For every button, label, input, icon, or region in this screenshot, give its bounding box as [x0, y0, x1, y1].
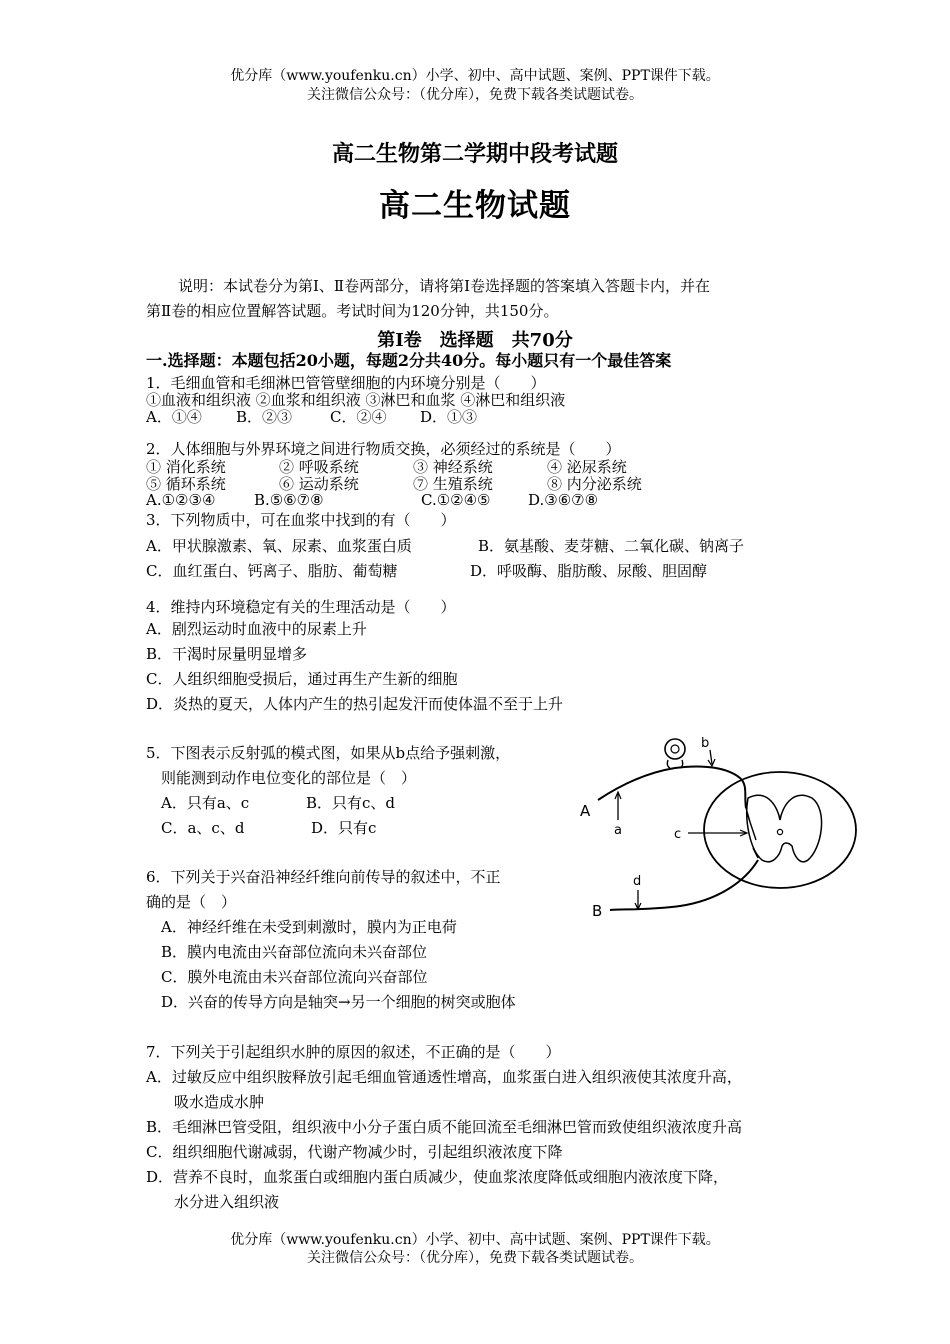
header-line-1: 优分库（www.youfenku.cn）小学、初中、高中试题、案例、PPT课件下载。 [230, 68, 720, 84]
q2-item-4: ④ 泌尿系统 [547, 458, 627, 476]
label-d: d [633, 874, 642, 889]
label-a: a [614, 823, 622, 838]
footer-line-2: 关注微信公众号：（优分库），免费下载各类试题试卷。 [307, 1250, 643, 1266]
q7-option-c: C．组织细胞代谢减弱，代谢产物减少时，引起组织液浓度下降 [146, 1143, 563, 1161]
q2-item-3: ③ 神经系统 [413, 458, 493, 476]
q5-stem-line-2: 则能测到动作电位变化的部位是（ ） [161, 769, 417, 787]
q2-option-b: B.⑤⑥⑦⑧ [254, 491, 324, 509]
q6-option-c: C．膜外电流由未兴奋部位流向兴奋部位 [161, 968, 428, 986]
q3-option-d: D．呼吸酶、脂肪酸、尿酸、胆固醇 [470, 562, 708, 580]
label-b: b [701, 736, 710, 751]
header-line-2: 关注微信公众号：（优分库），免费下载各类试题试卷。 [307, 87, 643, 103]
q1-option-c: C．②④ [330, 408, 387, 426]
q7-stem: 7．下列关于引起组织水肿的原因的叙述，不正确的是（ ） [146, 1043, 561, 1061]
part-title: 一.选择题：本题包括20小题，每题2分共40分。每小题只有一个最佳答案 [146, 351, 672, 370]
q4-option-a: A．剧烈运动时血液中的尿素上升 [146, 620, 367, 638]
q4-option-d: D．炎热的夏天，人体内产生的热引起发汗而使体温不至于上升 [146, 695, 564, 713]
q5-stem-line-1: 5．下图表示反射弧的模式图，如果从b点给予强刺激， [146, 744, 511, 762]
q2-option-a: A.①②③④ [146, 491, 216, 509]
q7-option-b: B．毛细淋巴管受阻，组织液中小分子蛋白质不能回流至毛细淋巴管而致使组织液浓度升高 [146, 1118, 743, 1136]
label-c: c [674, 827, 682, 842]
label-B: B [592, 902, 603, 920]
page-title: 高二生物第二学期中段考试题 [331, 141, 618, 167]
q6-option-b: B．膜内电流由兴奋部位流向未兴奋部位 [161, 943, 428, 961]
q2-option-c: C.①②④⑤ [421, 491, 491, 509]
q2-item-7: ⑦ 生殖系统 [413, 475, 493, 493]
q6-option-d: D．兴奋的传导方向是轴突→另一个细胞的树突或胞体 [161, 993, 516, 1011]
q6-stem-line-1: 6．下列关于兴奋沿神经纤维向前传导的叙述中，不正 [146, 868, 501, 886]
q7-option-d: D．营养不良时，血浆蛋白或细胞内蛋白质减少，使血浆浓度降低或细胞内液浓度下降， [146, 1168, 729, 1186]
q2-item-6: ⑥ 运动系统 [279, 475, 359, 493]
q3-option-a: A．甲状腺激素、氧、尿素、血浆蛋白质 [146, 537, 412, 555]
grey-matter [747, 795, 822, 862]
q1-items: ①血液和组织液 ②血浆和组织液 ③淋巴和血浆 ④淋巴和组织液 [146, 391, 566, 409]
label-A: A [580, 802, 591, 820]
q1-option-b: B．②③ [236, 408, 293, 426]
q2-item-2: ② 呼吸系统 [279, 458, 359, 476]
q4-option-b: B．干渴时尿量明显增多 [146, 645, 308, 663]
q6-option-a: A．神经纤维在未受到刺激时，膜内为正电荷 [161, 918, 457, 936]
q7-option-d-cont: 水分进入组织液 [174, 1193, 280, 1211]
q1-option-d: D．①③ [420, 408, 478, 426]
q2-item-8: ⑧ 内分泌系统 [547, 475, 642, 493]
ganglion-circle [665, 739, 685, 759]
central-canal [777, 829, 782, 834]
section-heading: 第Ⅰ卷 选择题 共70分 [377, 330, 573, 351]
arrow-b [710, 750, 712, 764]
q3-option-c: C．血红蛋白、钙离子、脂肪、葡萄糖 [146, 562, 398, 580]
q2-item-5: ⑤ 循环系统 [146, 475, 226, 493]
q2-item-1: ① 消化系统 [146, 458, 226, 476]
reflex-arc-figure [570, 730, 870, 930]
q6-stem-line-2: 确的是（ ） [146, 893, 237, 911]
q3-stem: 3．下列物质中，可在血浆中找到的有（ ） [146, 511, 456, 529]
q4-stem: 4．维持内环境稳定有关的生理活动是（ ） [146, 598, 456, 616]
footer-line-1: 优分库（www.youfenku.cn）小学、初中、高中试题、案例、PPT课件下载。 [230, 1232, 720, 1248]
q5-option-a: A．只有a、c [161, 794, 250, 812]
page-subtitle: 高二生物试题 [379, 188, 571, 224]
q5-option-c: C．a、c、d [161, 819, 245, 837]
q5-option-b: B．只有c、d [306, 794, 396, 812]
q2-option-d: D.③⑥⑦⑧ [528, 491, 599, 509]
instructions-line-1: 说明：本试卷分为第Ⅰ、Ⅱ卷两部分，请将第Ⅰ卷选择题的答案填入答题卡内，并在 [178, 277, 711, 295]
ganglion-nucleus [671, 745, 679, 753]
q7-option-a: A．过敏反应中组织胺释放引起毛细血管通透性增高，血浆蛋白进入组织液使其浓度升高， [146, 1068, 742, 1086]
afferent-fiber [598, 766, 746, 808]
q1-option-a: A．①④ [146, 408, 202, 426]
q2-stem: 2．人体细胞与外界环境之间进行物质交换，必须经过的系统是（ ） [146, 440, 621, 458]
instructions-line-2: 第Ⅱ卷的相应位置解答试题。考试时间为120分钟，共150分。 [146, 302, 559, 320]
q7-option-a-cont: 吸水造成水肿 [174, 1093, 265, 1111]
q5-option-d: D．只有c [311, 819, 377, 837]
q4-option-c: C．人组织细胞受损后，通过再生产生新的细胞 [146, 670, 458, 688]
q1-stem: 1．毛细血管和毛细淋巴管管壁细胞的内环境分别是（ ） [146, 374, 546, 392]
q3-option-b: B．氨基酸、麦芽糖、二氧化碳、钠离子 [478, 537, 745, 555]
